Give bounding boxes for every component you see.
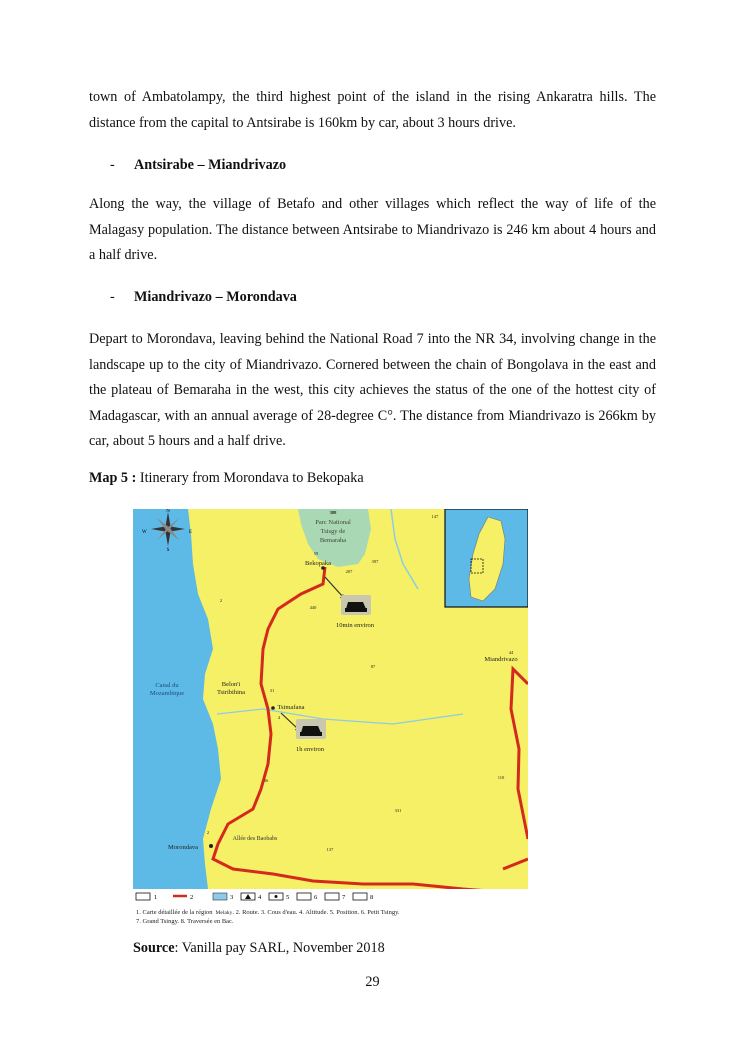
itinerary-map <box>133 509 528 931</box>
place-tsiribihina: Tsiribihina <box>216 689 246 696</box>
altitude-label: 388 <box>329 510 337 515</box>
park-label: Bemaraha <box>319 537 347 544</box>
altitude-label: 440 <box>309 605 317 610</box>
legend-number: 5 <box>286 894 290 901</box>
altitude-label: 59 <box>313 551 319 556</box>
legend-position-dot-icon <box>275 895 278 898</box>
page-number: 29 <box>365 974 380 990</box>
legend-text-part: 1. Carte détaillée de la région <box>136 909 213 916</box>
legend-number: 7 <box>342 894 346 901</box>
altitude-label: 87 <box>370 664 376 669</box>
place-allee-des-baobabs: Allée des Baobabs <box>232 836 278 842</box>
travel-time-label: 10min environ <box>335 622 375 629</box>
altitude-label: 44 <box>508 650 514 655</box>
legend-number: 2 <box>190 894 194 901</box>
map-caption-text: Itinerary from Morondava to Bekopaka <box>136 470 364 486</box>
legend-region: Melaky <box>215 910 233 916</box>
bullet-dash: - <box>110 157 115 173</box>
source-label: Source <box>133 940 175 956</box>
legend-number: 3 <box>230 894 234 901</box>
compass-south: S <box>166 548 170 553</box>
compass-north: N <box>166 509 170 514</box>
legend-text <box>136 909 400 916</box>
map-caption-label: Map 5 : <box>89 470 137 486</box>
source-text: : Vanilla pay SARL, November 2018 <box>174 940 385 956</box>
travel-time-label: 1h environ <box>296 746 324 753</box>
legend-number: 8 <box>370 894 374 901</box>
altitude-label: 110 <box>497 775 505 780</box>
place-marker <box>271 706 275 710</box>
paragraph-antsirabe-miandrivazo: Along the way, the village of Betafo and other villages which reflect the way of life of the Malagasy population. The distance between Antsirabe to Miandrivazo is 246 km about 4 hours and a half drive. <box>89 196 656 263</box>
legend-swatch-river <box>213 893 227 900</box>
place-morondava: Morondava <box>168 844 198 851</box>
paragraph-miandrivazo-morondava: Depart to Morondava, leaving behind the National Road 7 into the NR 34, involving change in the landscape up to the city of Miandrivazo. Cornered between the chain of Bongolava in the east and the plateau of Bemaraha in the west, this city achieves the status of the one of the hottest city of Madagascar, with an annual average of 28-degree C°. The distance from Miandrivazo is 266km by car, about 5 hours and a half drive. <box>89 331 656 449</box>
paragraph-intro: town of Ambatolampy, the third highest point of the island in the rising Ankaratra hills. The distance from the capital to Antsirabe is 160km by car, about 3 hours drive. <box>89 89 656 131</box>
park-label: Parc National <box>315 519 351 526</box>
place-miandrivazo: Miandrivazo <box>484 656 518 663</box>
altitude-label: 2 <box>219 598 223 603</box>
altitude-label: 4 <box>277 715 281 720</box>
park-label: Tsisgy de <box>320 528 346 535</box>
section-heading-miandrivazo-morondava <box>110 289 297 306</box>
section-heading-antsirabe-miandrivazo <box>110 157 286 174</box>
place-marker <box>209 844 213 848</box>
legend-text-part: . 2. Route. 3. Cous d'eau. 4. Altitude. 5. Position. 6. Petit Tsingy. <box>232 909 400 916</box>
bullet-dash: - <box>110 289 115 305</box>
altitude-label: 137 <box>326 847 334 852</box>
place-tsimafana: Tsimafana <box>277 704 305 711</box>
altitude-label: 2 <box>206 830 210 835</box>
compass-east: E <box>189 530 193 535</box>
altitude-label: 31 <box>269 688 275 693</box>
heading-text: Antsirabe – Miandrivazo <box>134 157 287 173</box>
car-icon <box>341 595 371 615</box>
heading-text: Miandrivazo – Morondava <box>134 289 297 305</box>
sea-label: Canal du <box>155 682 179 689</box>
map-caption <box>89 470 364 487</box>
compass-west: W <box>142 530 147 535</box>
place-bekopaka: Bekopaka <box>305 560 331 567</box>
car-icon <box>296 719 326 739</box>
altitude-label: 397 <box>371 559 379 564</box>
legend-number: 4 <box>258 894 262 901</box>
legend-number: 6 <box>314 894 318 901</box>
altitude-label: 207 <box>345 569 353 574</box>
legend-text: 7. Grand Tsingy. 8. Traversée en Bac. <box>136 918 234 925</box>
legend-number: 1 <box>154 894 158 901</box>
sea-label: Mozambique <box>149 690 185 697</box>
altitude-label: 147 <box>431 514 439 519</box>
map-source <box>133 940 385 957</box>
altitude-label: 36 <box>263 778 269 783</box>
place-belon: Belon'i <box>221 681 241 688</box>
altitude-label: 331 <box>394 808 402 813</box>
